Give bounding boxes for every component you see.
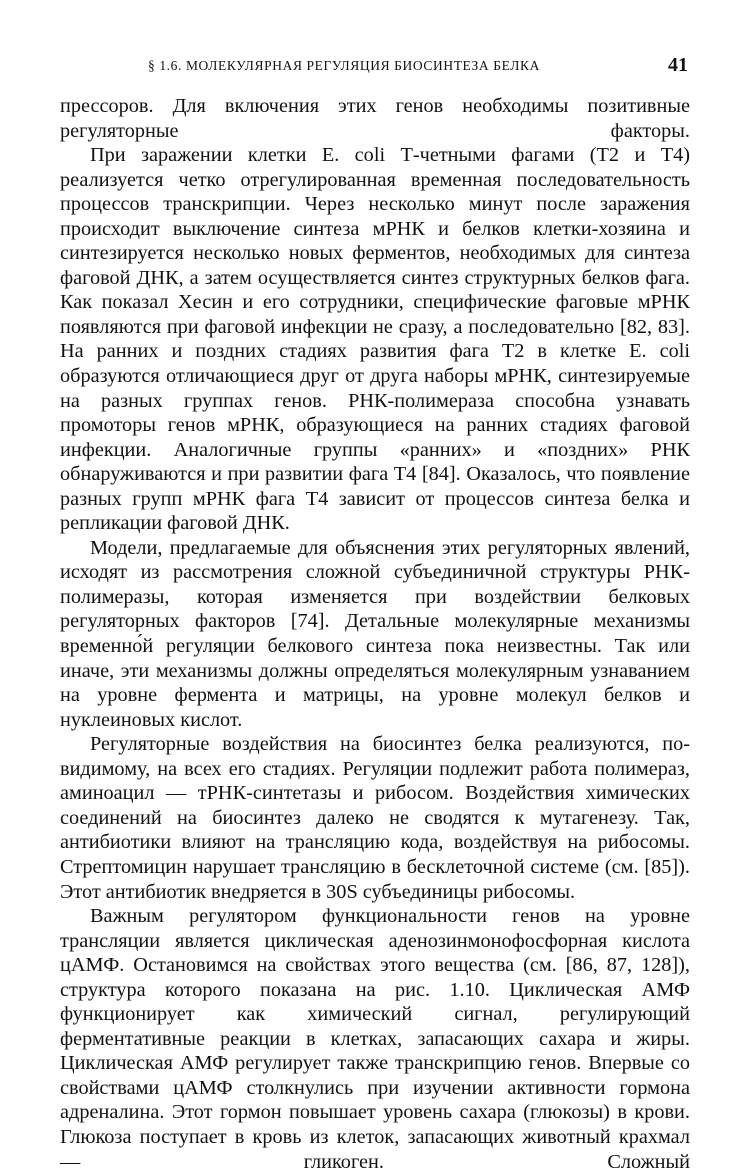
section-title: § 1.6. МОЛЕКУЛЯРНАЯ РЕГУЛЯЦИЯ БИОСИНТЕЗА БЕЛКА (148, 58, 540, 73)
body-text (60, 94, 690, 1174)
paragraph-1: прессоров. Для включения этих генов необходимы позитивные регуляторные факторы. (60, 95, 690, 142)
paragraph-4: Регуляторные воздействия на биосинтез белка реализуются, по-видимому, на всех его стадиях. Регуляции подлежит работа полимераз, аминоацил — тРНК-синтетазы и рибосом. Воздействия химических соединений на биосинтез далеко не сводятся к мутагенезу. Так, антибиотики влияют на трансляцию кода, воздействуя на рибосомы. Стрептомицин нарушает трансляцию в бесклеточной системе (см. [85]). Этот антибиотик внедряется в 30S субъединицы рибосомы. (60, 733, 690, 903)
paragraph-3: Модели, предлагаемые для объяснения этих регуляторных явлений, исходят из рассмотрения сложной субъединичной структуры РНК-полимеразы, которая изменяется при воздействии белковых регуляторных факторов [74]. Детальные молекулярные механизмы временно́й регуляции белкового синтеза пока неизвестны. Так или иначе, эти механизмы должны определяться молекулярным узнаванием на уровне фермента и матрицы, на уровне молекул белков и нуклеиновых кислот. (60, 536, 690, 731)
paragraph-2: При заражении клетки E. coli Т-четными фагами (Т2 и Т4) реализуется четко отрегулированная временная последовательность процессов транскрипции. Через несколько минут после заражения происходит выключение синтеза мРНК и белков клетки-хозяина и синтезируется несколько новых ферментов, необходимых для синтеза фаговой ДНК, а затем осуществляется синтез структурных белков фага. Как показал Хесин и его сотрудники, специфические фаговые мРНК появляются при фаговой инфекции не сразу, а последовательно [82, 83]. На ранних и поздних стадиях развития фага Т2 в клетке E. coli образуются отличающиеся друг от друга наборы мРНК, синтезируемые на разных группах генов. РНК-полимераза способна узнавать промоторы генов мРНК, образующиеся на ранних стадиях фаговой инфекции. Аналогичные группы «ранних» и «поздних» РНК обнаруживаются и при развитии фага Т4 [84]. Оказалось, что появление разных групп мРНК фага Т4 зависит от процессов синтеза белка и репликации фаговой ДНК. (60, 144, 690, 535)
paragraph-5: Важным регулятором функциональности генов на уровне трансляции является циклическая аденозинмонофосфорная кислота цАМФ. Остановимся на свойствах этого вещества (см. [86, 87, 128]), структура которого показана на рис. 1.10. Циклическая АМФ функционирует как химический сигнал, регулирующий ферментативные реакции в клетках, запасающих сахара и жиры. Циклическая АМФ регулирует также транскрипцию генов. Впервые со свойствами цАМФ столкнулись при изучении активности гормона адреналина. Этот гормон повышает уровень сахара (глюкозы) в крови. Глюкоза поступает в кровь из клеток, запасающих животный крахмал — гликоген. Сложный (60, 905, 690, 1173)
page-number: 41 (668, 54, 688, 76)
running-header (60, 54, 688, 80)
